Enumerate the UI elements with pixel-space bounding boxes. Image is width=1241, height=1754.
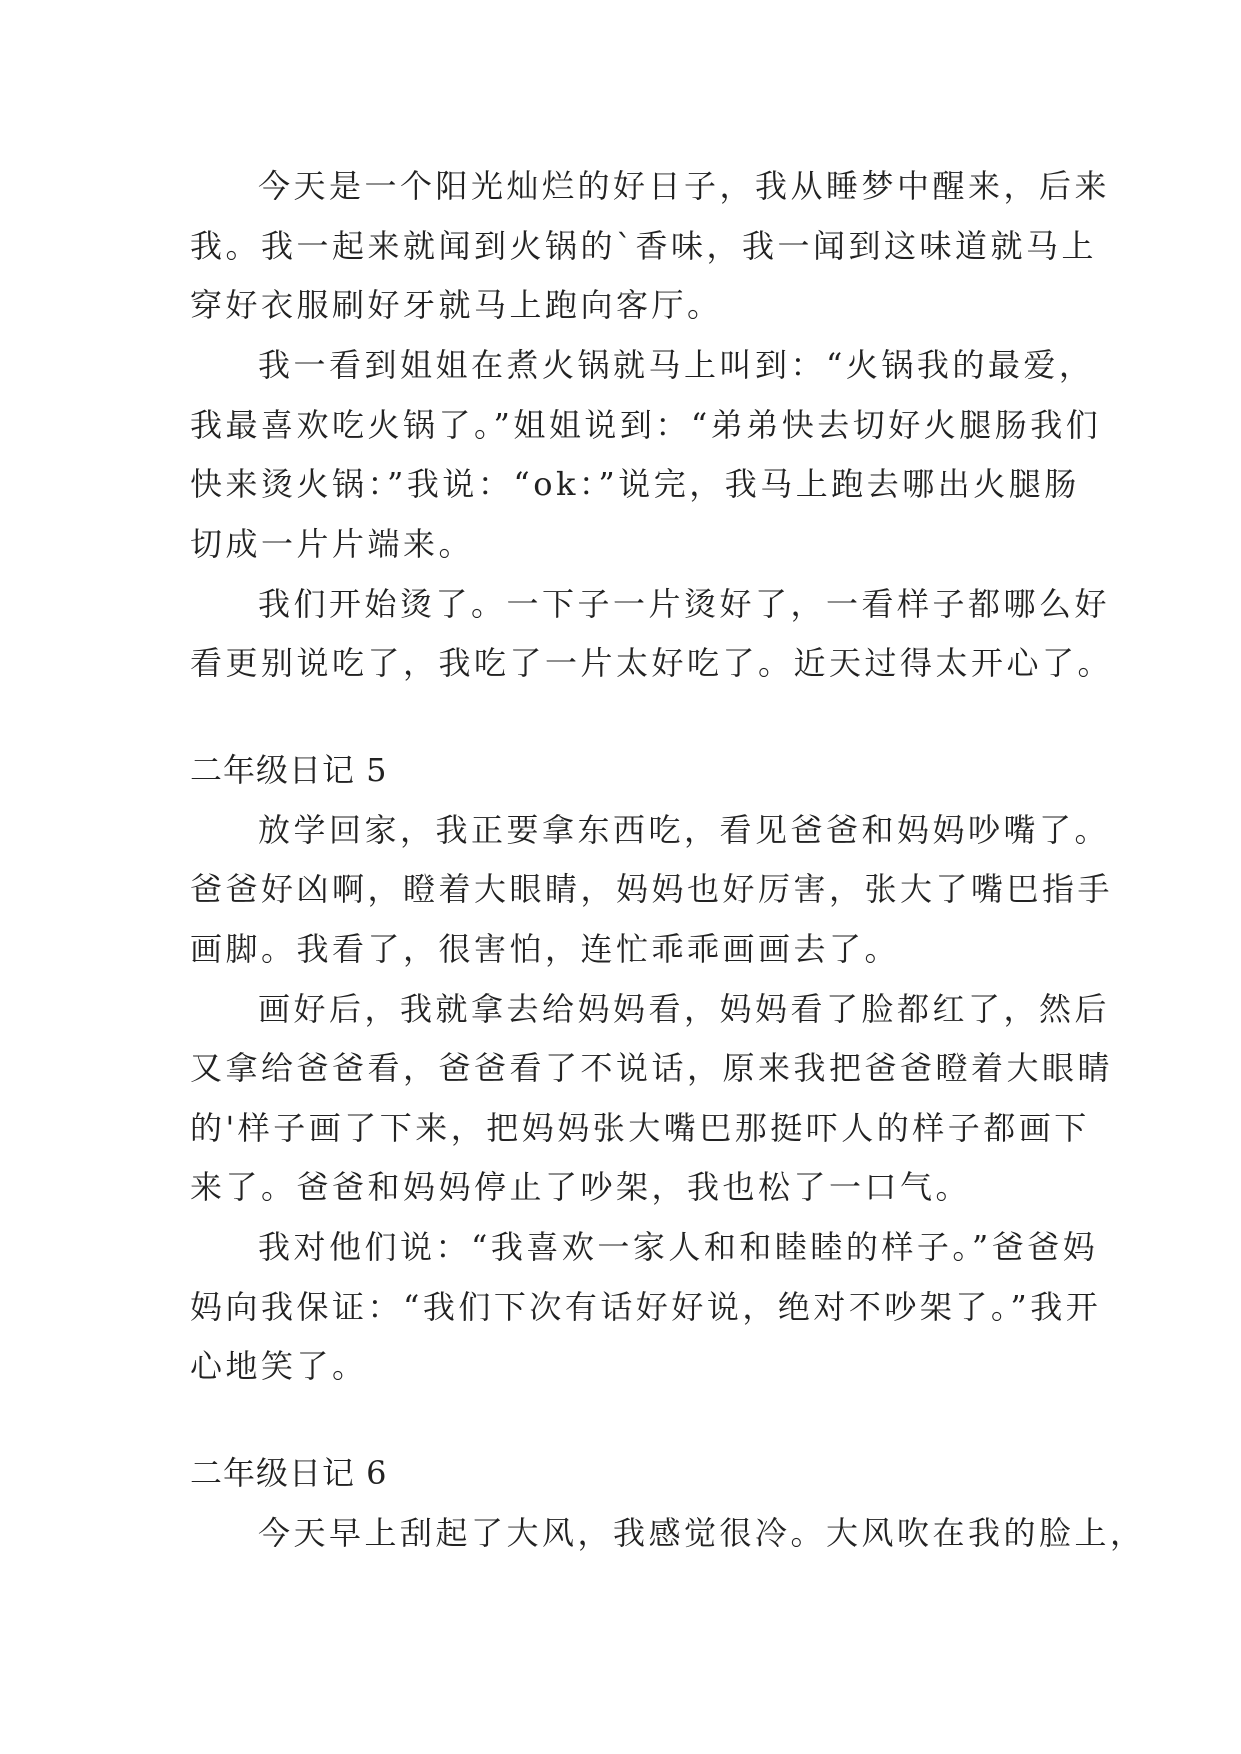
paragraph-line: 快来烫火锅：”我说：“ok：”说完，我马上跑去哪出火腿肠 [190, 465, 1080, 503]
paragraph-line: 心地笑了。 [190, 1347, 368, 1385]
paragraph-line: 切成一片片端来。 [190, 525, 475, 563]
paragraph-line: 来了。爸爸和妈妈停止了吵架，我也松了一口气。 [190, 1168, 972, 1206]
paragraph-line: 穿好衣服刷好牙就马上跑向客厅。 [190, 286, 723, 324]
paragraph-line: 我对他们说：“我喜欢一家人和和睦睦的样子。”爸爸妈 [258, 1228, 1099, 1266]
section-heading: 二年级日记 6 [190, 1454, 388, 1492]
paragraph-line: 我最喜欢吃火锅了。”姐姐说到：“弟弟快去切好火腿肠我们 [190, 406, 1102, 444]
paragraph-line: 的'样子画了下来，把妈妈张大嘴巴那挺吓人的样子都画下 [190, 1109, 1090, 1147]
paragraph-line: 画脚。我看了，很害怕，连忙乖乖画画去了。 [190, 930, 901, 968]
paragraph-line: 爸爸好凶啊，瞪着大眼睛，妈妈也好厉害，张大了嘴巴指手 [190, 870, 1114, 908]
paragraph-line: 我们开始烫了。一下子一片烫好了，一看样子都哪么好 [258, 585, 1111, 623]
paragraph-line: 我。我一起来就闻到火锅的`香味，我一闻到这味道就马上 [190, 227, 1098, 265]
section-heading: 二年级日记 5 [190, 751, 388, 789]
paragraph-line: 今天早上刮起了大风，我感觉很冷。大风吹在我的脸上， [258, 1514, 1146, 1552]
paragraph-line: 今天是一个阳光灿烂的好日子，我从睡梦中醒来，后来 [258, 167, 1111, 205]
paragraph-line: 画好后，我就拿去给妈妈看，妈妈看了脸都红了，然后 [258, 990, 1111, 1028]
paragraph-line: 放学回家，我正要拿东西吃，看见爸爸和妈妈吵嘴了。 [258, 811, 1111, 849]
paragraph-line: 看更别说吃了，我吃了一片太好吃了。近天过得太开心了。 [190, 644, 1114, 682]
paragraph-line: 又拿给爸爸看，爸爸看了不说话，原来我把爸爸瞪着大眼睛 [190, 1049, 1114, 1087]
paragraph-line: 妈向我保证：“我们下次有话好好说，绝对不吵架了。”我开 [190, 1288, 1102, 1326]
paragraph-line: 我一看到姐姐在煮火锅就马上叫到：“火锅我的最爱， [258, 346, 1095, 384]
